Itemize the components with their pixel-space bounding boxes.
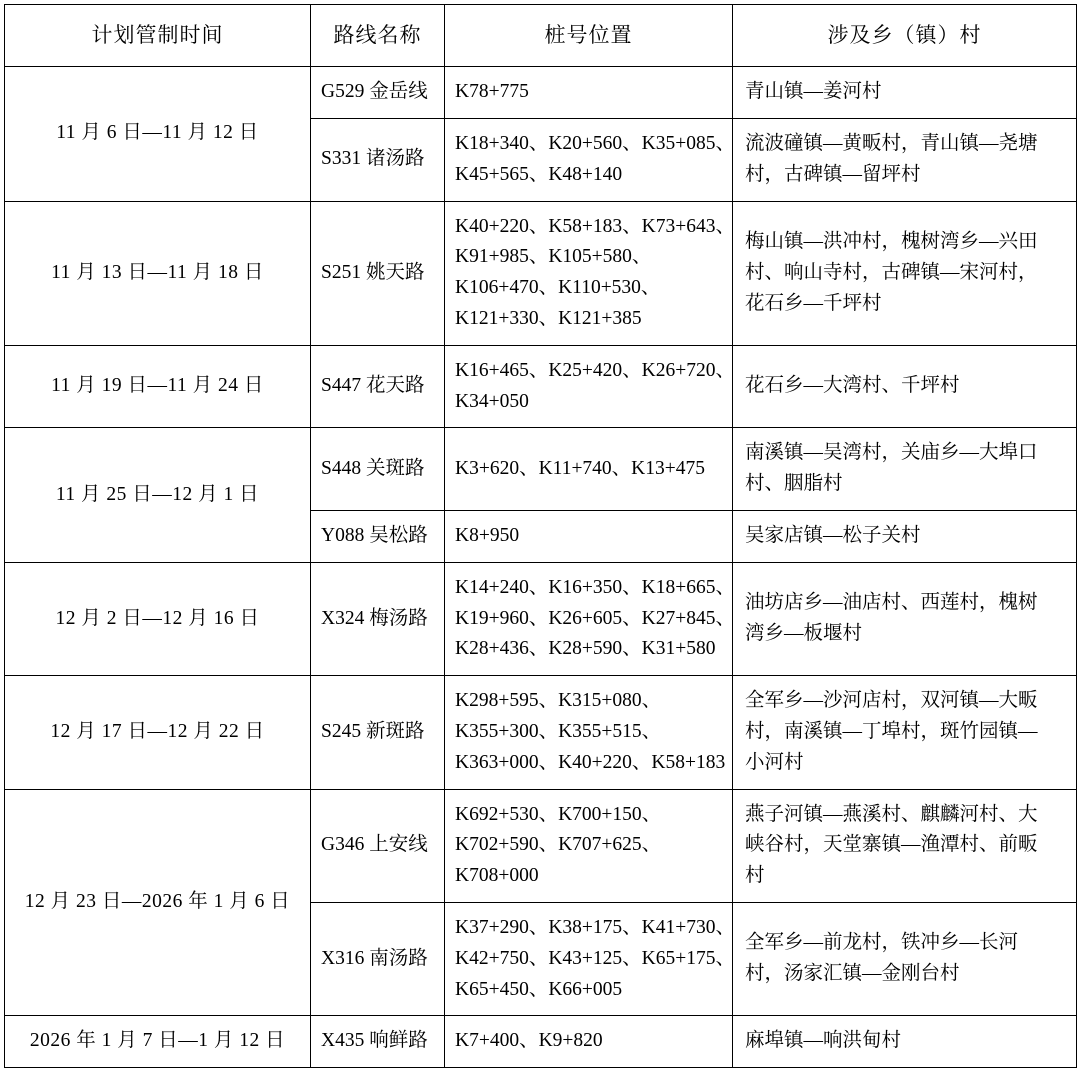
table-row [5,1016,1077,1068]
stake-line: K34+050 [455,390,529,412]
cell-stake [445,676,733,789]
table-row [5,67,1077,119]
column-header-route: 路线名称 [311,5,445,67]
cell-village [733,428,1077,511]
stake-line: K14+240、K16+350、K18+665、 [455,576,735,598]
stake-line: K298+595、K315+080、 [455,690,662,712]
village-line: 油坊店乡—油店村、西莲村，槐树 [745,592,1038,614]
cell-village [733,118,1077,201]
column-header-village: 涉及乡（镇）村 [733,5,1077,67]
village-line: 湾乡—板堰村 [745,622,863,644]
cell-route: X324 梅汤路 [311,562,445,675]
cell-stake [445,1016,733,1068]
stake-line: K28+436、K28+590、K31+580 [455,638,716,660]
stake-line: K37+290、K38+175、K41+730、 [455,916,735,938]
stake-line: K106+470、K110+530、 [455,277,661,299]
village-line: 村，古碑镇—留坪村 [745,163,921,185]
cell-route: Y088 吴松路 [311,510,445,562]
cell-stake [445,428,733,511]
stake-line: K19+960、K26+605、K27+845、 [455,607,735,629]
cell-village [733,201,1077,345]
table-row [5,345,1077,428]
stake-line: K708+000 [455,865,539,887]
column-header-time: 计划管制时间 [5,5,311,67]
cell-stake [445,345,733,428]
traffic-control-schedule-table [4,4,1077,1068]
cell-stake [445,902,733,1015]
village-line: 梅山镇—洪冲村，槐树湾乡—兴田 [745,230,1038,252]
stake-line: K40+220、K58+183、K73+643、 [455,215,735,237]
village-line: 南溪镇—吴湾村，关庙乡—大埠口 [745,442,1038,464]
cell-stake [445,562,733,675]
village-line: 花石乡—千坪村 [745,292,882,314]
cell-village [733,902,1077,1015]
cell-village [733,510,1077,562]
cell-route: S448 关斑路 [311,428,445,511]
stake-line: K355+300、K355+515、 [455,720,662,742]
stake-line: K121+330、K121+385 [455,307,642,329]
cell-route: G529 金岳线 [311,67,445,119]
stake-line: K18+340、K20+560、K35+085、 [455,132,735,154]
stake-line: K3+620、K11+740、K13+475 [455,457,706,479]
cell-time: 12 月 17 日—12 月 22 日 [5,676,311,789]
cell-time: 12 月 2 日—12 月 16 日 [5,562,311,675]
table-row [5,676,1077,789]
cell-village [733,562,1077,675]
village-line: 村、胭脂村 [745,473,843,495]
cell-stake [445,118,733,201]
cell-route: S447 花天路 [311,345,445,428]
stake-line: K78+775 [455,81,529,103]
village-line: 花石乡—大湾村、千坪村 [745,375,960,397]
table-row [5,789,1077,902]
cell-route: G346 上安线 [311,789,445,902]
stake-line: K65+450、K66+005 [455,978,623,1000]
cell-route: S251 姚天路 [311,201,445,345]
column-header-stake: 桩号位置 [445,5,733,67]
cell-time: 11 月 19 日—11 月 24 日 [5,345,311,428]
stake-line: K363+000、K40+220、K58+183 [455,751,726,773]
cell-route: X435 响鲜路 [311,1016,445,1068]
stake-line: K91+985、K105+580、 [455,246,652,268]
cell-stake [445,510,733,562]
table-header [5,5,1077,67]
cell-village [733,67,1077,119]
stake-line: K42+750、K43+125、K65+175、 [455,947,735,969]
cell-route: S331 诸汤路 [311,118,445,201]
cell-stake [445,201,733,345]
cell-stake [445,67,733,119]
stake-line: K702+590、K707+625、 [455,834,662,856]
table-row [5,562,1077,675]
cell-village [733,345,1077,428]
table-header-row [5,5,1077,67]
cell-route: S245 新斑路 [311,676,445,789]
village-line: 村、响山寺村，古碑镇—宋河村， [745,261,1038,283]
village-line: 流波䃥镇—黄畈村，青山镇—尧塘 [745,132,1038,154]
village-line: 麻埠镇—响洪甸村 [745,1030,902,1052]
stake-line: K16+465、K25+420、K26+720、 [455,359,735,381]
village-line: 村，南溪镇—丁埠村，斑竹园镇— [745,720,1038,742]
village-line: 村 [745,865,765,887]
village-line: 吴家店镇—松子关村 [745,524,921,546]
village-line: 村，汤家汇镇—金刚台村 [745,963,960,985]
cell-village [733,1016,1077,1068]
table-row [5,201,1077,345]
stake-line: K692+530、K700+150、 [455,803,662,825]
village-line: 峡谷村，天堂寨镇—渔潭村、前畈 [745,834,1038,856]
cell-route: X316 南汤路 [311,902,445,1015]
cell-village [733,789,1077,902]
stake-line: K7+400、K9+820 [455,1030,603,1052]
village-line: 燕子河镇—燕溪村、麒麟河村、大 [745,803,1038,825]
village-line: 全军乡—沙河店村，双河镇—大畈 [745,690,1038,712]
table-body [5,67,1077,1068]
cell-time: 11 月 25 日—12 月 1 日 [5,428,311,562]
stake-line: K45+565、K48+140 [455,163,623,185]
cell-village [733,676,1077,789]
stake-line: K8+950 [455,524,520,546]
cell-time: 12 月 23 日—2026 年 1 月 6 日 [5,789,311,1016]
cell-time: 11 月 13 日—11 月 18 日 [5,201,311,345]
village-line: 小河村 [745,751,804,773]
cell-time: 11 月 6 日—11 月 12 日 [5,67,311,201]
cell-time: 2026 年 1 月 7 日—1 月 12 日 [5,1016,311,1068]
village-line: 青山镇—姜河村 [745,81,882,103]
table-row [5,428,1077,511]
village-line: 全军乡—前龙村，铁冲乡—长河 [745,932,1019,954]
cell-stake [445,789,733,902]
